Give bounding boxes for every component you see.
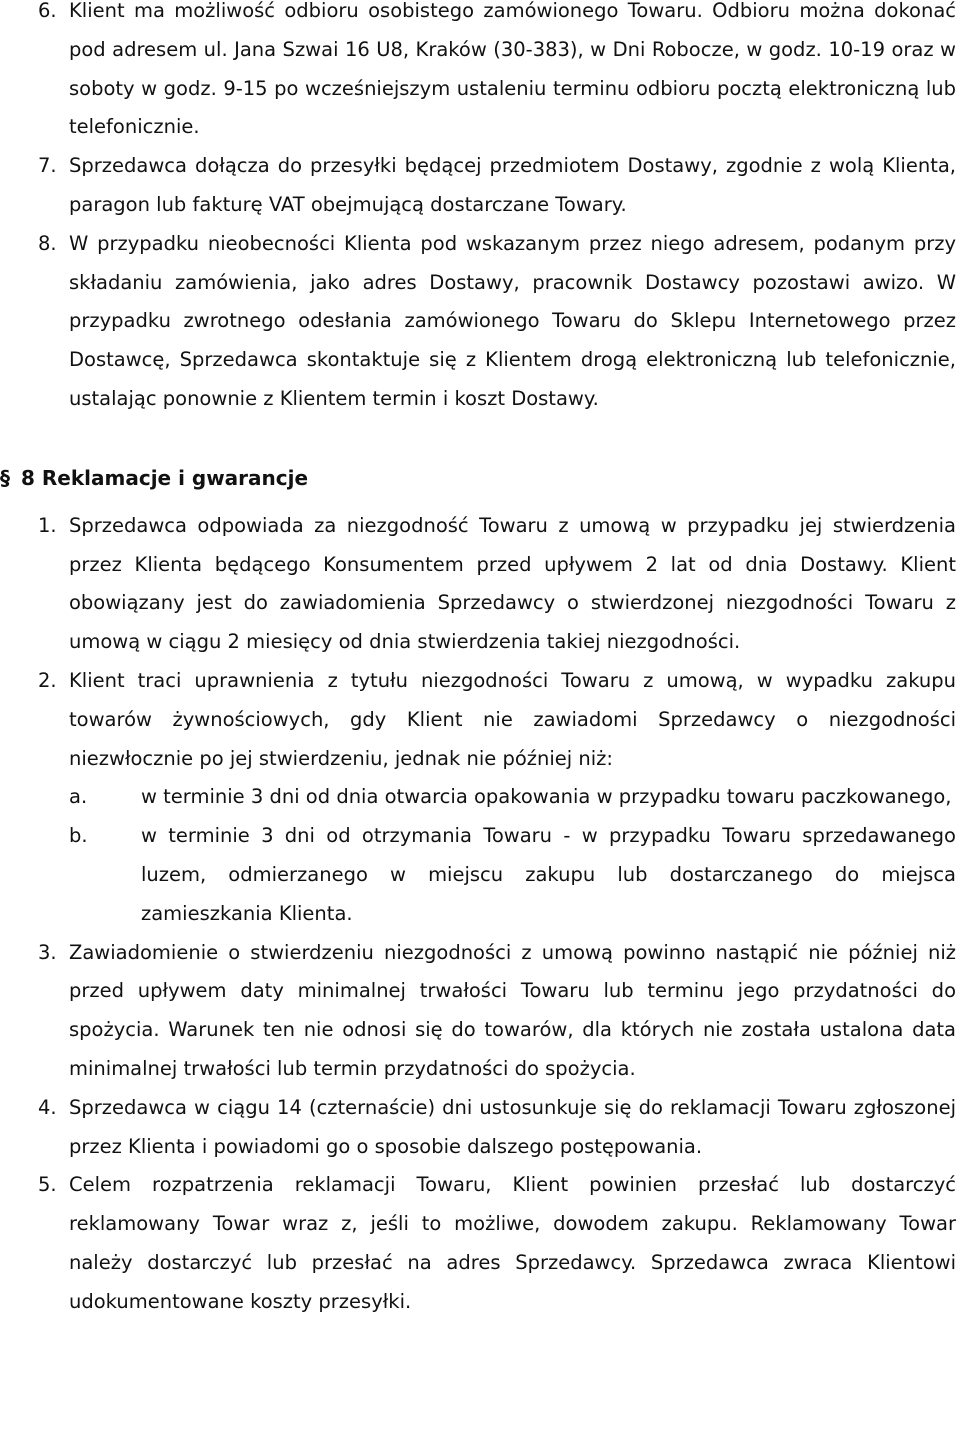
section-sign: §	[0, 465, 10, 490]
list-item-number: 1.	[38, 513, 57, 537]
sublist	[0, 778, 956, 933]
list-item-text: Sprzedawca dołącza do przesyłki będącej przedmiotem Dostawy, zgodnie z wolą Klienta, paragon lub fakturę VAT obejmującą dostarczane Towary.	[69, 154, 956, 216]
list-item-text: Klient traci uprawnienia z tytułu niezgodności Towaru z umową, w wypadku zakupu towarów żywnościowych, gdy Klient nie zawiadomi Sprzedawcy o niezgodności niezwłocznie po jej stwierdzeniu, jednak nie później niż:	[69, 668, 956, 770]
sublist-item	[71, 778, 956, 817]
list-item-number: 8.	[38, 231, 57, 255]
list-item-number: 7.	[38, 154, 57, 178]
list-item	[0, 225, 956, 419]
sublist-item-letter: b.	[69, 824, 88, 848]
complaints-list-continued	[0, 934, 956, 1322]
complaints-list	[0, 507, 956, 779]
list-item-number: 6.	[38, 0, 57, 22]
list-item-text: Sprzedawca w ciągu 14 (czternaście) dni ustosunkuje się do reklamacji Towaru zgłoszonej przez Klienta i powiadomi go o sposobie dalszego postępowania.	[69, 1095, 956, 1158]
list-item	[0, 1089, 956, 1167]
list-item-text: Sprzedawca odpowiada za niezgodność Towaru z umową w przypadku jej stwierdzenia przez Klienta będącego Konsumentem przed upływem 2 lat od dnia Dostawy. Klient obowiązany jest do zawiadomienia Sprzedawcy o stwierdzonej niezgodności Towaru z umową w ciągu 2 miesięcy od dnia stwierdzenia takiej niezgodności.	[69, 513, 956, 654]
list-item	[0, 0, 956, 147]
list-item-number: 4.	[38, 1095, 57, 1119]
sublist-item-letter: a.	[69, 785, 88, 809]
sublist-item-text: w terminie 3 dni od dnia otwarcia opakowania w przypadku towaru paczkowanego,	[141, 785, 952, 809]
list-item-text: W przypadku nieobecności Klienta pod wskazanym przez niego adresem, podanym przy składaniu zamówienia, jako adres Dostawy, pracownik Dostawcy pozostawi awizo. W przypadku zwrotnego odesłania zamówionego Towaru do Sklepu Internetowego przez Dostawcę, Sprzedawca skontaktuje się z Klientem drogą elektroniczną lub telefonicznie, ustalając ponownie z Klientem termin i koszt Dostawy.	[69, 231, 956, 410]
list-item	[0, 662, 956, 778]
list-item-number: 5.	[38, 1173, 57, 1197]
list-item	[0, 934, 956, 1089]
delivery-list	[0, 0, 956, 419]
section-title: 8 Reklamacje i gwarancje	[21, 465, 309, 490]
sublist-item-text: w terminie 3 dni od otrzymania Towaru - w przypadku Towaru sprzedawanego luzem, odmierzanego w miejscu zakupu lub dostarczanego do miejsca zamieszkania Klienta.	[141, 824, 956, 925]
section-heading	[0, 449, 956, 507]
list-item	[0, 507, 956, 662]
list-item	[0, 147, 956, 225]
list-item-text: Zawiadomienie o stwierdzeniu niezgodności z umową powinno nastąpić nie później niż przed upływem daty minimalnej trwałości Towaru lub terminu jego przydatności do spożycia. Warunek ten nie odnosi się do towarów, dla których nie została ustalona data minimalnej trwałości lub termin przydatności do spożycia.	[69, 940, 956, 1080]
list-item-number: 2.	[38, 668, 57, 692]
list-item-text: Klient ma możliwość odbioru osobistego zamówionego Towaru. Odbioru można dokonać pod adresem ul. Jana Szwai 16 U8, Kraków (30-383), w Dni Robocze, w godz. 10-19 oraz w soboty w godz. 9-15 po wcześniejszym ustaleniu terminu odbioru pocztą elektroniczną lub telefonicznie.	[69, 0, 956, 139]
list-item-number: 3.	[38, 940, 57, 964]
sublist-item	[71, 817, 956, 933]
list-item	[0, 1166, 956, 1321]
list-item-text: Celem rozpatrzenia reklamacji Towaru, Klient powinien przesłać lub dostarczyć reklamowany Towar wraz z, jeśli to możliwe, dowodem zakupu. Reklamowany Towar należy dostarczyć lub przesłać na adres Sprzedawcy. Sprzedawca zwraca Klientowi udokumentowane koszty przesyłki.	[69, 1173, 956, 1313]
